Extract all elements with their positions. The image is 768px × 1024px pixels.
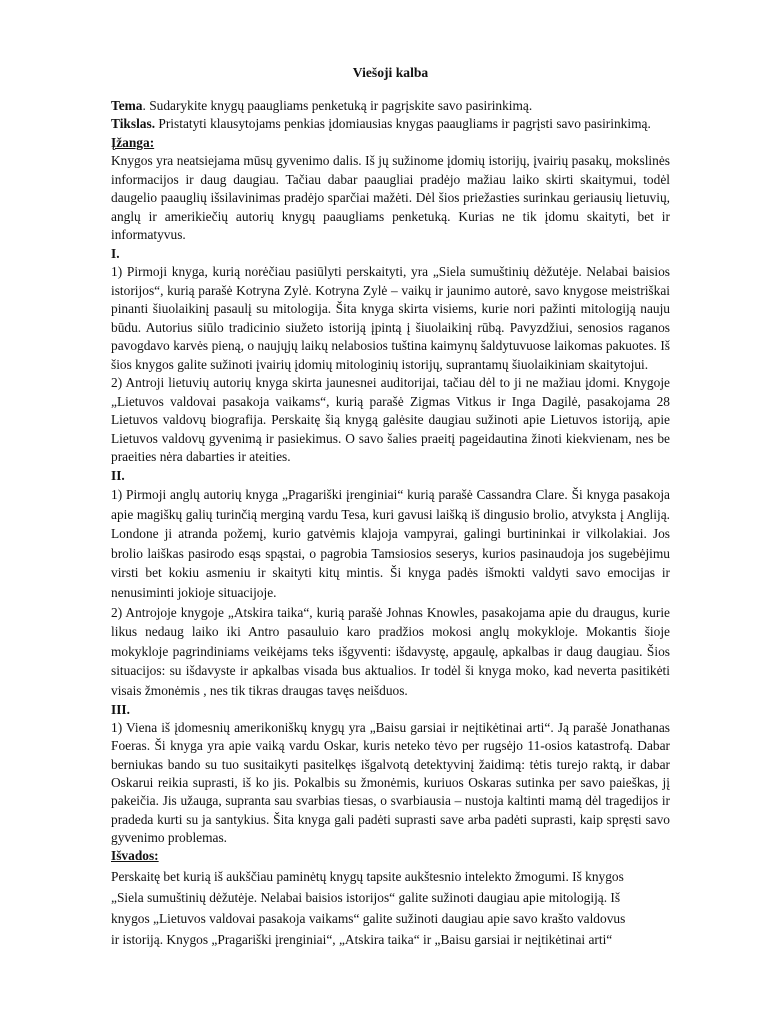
section-1-paragraph-1: 1) Pirmoji knyga, kurią norėčiau pasiūlyti perskaityti, yra „Siela sumuštinių dėžutėje. Nelabai baisios istorijos“, kurią parašė Kotryna Zylė. Kotryna Zylė – vaikų ir jaunimo autorė, savo knygose meistriškai pinanti šiuolaikinį pasaulį su mitologija. Šita knyga skirta visiems, kurie nori pažinti mitologiją nauju būdu. Autorius siūlo tradicinio siužeto istoriją įpintą į šiuolaikinį rūbą. Pavyzdžiui, senosios raganos pavogdavo karvės pieną, o naujųjų laikų nelabosios tuština kaimynų šaldytuvuose laikomas pakuotes. Iš šios knygos galite sužinoti įvairių įdomių mitologinių istorijų, suprantamų šiuolaikiniam skaitytojui. bbox=[111, 264, 670, 372]
section-3-heading: III. bbox=[111, 701, 130, 717]
tikslas-paragraph bbox=[111, 115, 670, 134]
tema-paragraph bbox=[111, 97, 670, 116]
section-3-paragraph-1: 1) Viena iš įdomesnių amerikoniškų knygų yra „Baisu garsiai ir neįtikėtinai arti“. Ją parašė Jonathanas Foeras. Ši knyga yra apie vaiką vardu Oskar, kuris neteko tėvo per rugsėjo 11-osios katastrofą. Dabar berniukas bando su tuo susitaikyti pasitelkęs išgalvotą detektyvinį žaidimą: tėtis turejo raktą, ir dabar Oskarui reikia suprasti, iš ko jis. Pokalbis su žmonėmis, kuriuos Oskaras sutinka per savo paieškas, jį pakeičia. Jis užauga, supranta sau svarbias tiesas, o svarbiausia – nustoja kaltinti mamą dėl tragedijos ir pradeda kurti su ja santykius. Šita knyga gali padėti suprasti save arba padėti suprasti, kaip spręsti savo gyvenimo problemas. bbox=[111, 720, 670, 845]
isvados-line-3: knygos „Lietuvos valdovai pasakoja vaikams“ galite sužinoti daugiau apie savo krašto valdovus bbox=[111, 910, 626, 926]
document-page bbox=[111, 64, 670, 950]
tikslas-text: Pristatyti klausytojams penkias įdomiausias knygas paaugliams ir pagrįsti savo pasirinkimą. bbox=[155, 116, 651, 131]
section-1-paragraph-2: 2) Antroji lietuvių autorių knyga skirta jaunesnei auditorijai, tačiau dėl to ji ne mažiau įdomi. Knygoje „Lietuvos valdovai pasakoja vaikams“, kurią parašė Zigmas Vitkus ir Inga Dagilė, pasakojama 28 Lietuvos valdovų biografija. Perskaitę šią knygą galėsite daugiau sužinoti apie Lietuvos istoriją, apie Lietuvos valdovų gyvenimą ir pasiekimus. O savo šalies praeitį pageidautina žinoti kiekvienam, nes be praeities nėra dabarties ir ateities. bbox=[111, 375, 670, 464]
section-2-paragraph-1: 1) Pirmoji anglų autorių knyga „Pragariški įrenginiai“ kurią parašė Cassandra Clare. Ši knyga pasakoja apie magiškų galių turinčią merginą vardu Tesa, kuri gavusi laišką iš dingusio brolio, atvyksta į Angliją. Londone ji atranda požemį, kurio gatvėmis klajoja vampyrai, galingi burtininkai ir vilkolakiai. Jos brolio laiškas pasirodo esąs spąstai, o pagrobia Tamsiosios seserys, kurios pasinaudoja jos sugebėjimu virsti bet kokiu asmeniu ir skaityti kitų mintis. Ši knyga padės išmokti valdyti savo emocijas ir nenusiminti jokioje situacijoje. bbox=[111, 487, 670, 600]
section-2-paragraph-2: 2) Antrojoje knygoje „Atskira taika“, kurią parašė Johnas Knowles, pasakojama apie du draugus, kurie likus nedaug laiko iki Antro pasauluio karo pradžios mokosi anglų mokykloje. Mokantis šioje mokykloje pagrindiniams veikėjams teks išgyventi: išdavystę, apgaulę, apkalbas ir daug daugiau. Šios situacijos: su išdavyste ir apkalbas visada bus aktualios. Ir todėl ši knyga moko, kad neverta pasitikėti visais žmonėmis , nes tik tikras draugas tavęs neišduos. bbox=[111, 604, 670, 698]
section-1-heading: I. bbox=[111, 245, 120, 261]
isvados-line-4: ir istoriją. Knygos „Pragariški įrenginiai“, „Atskira taika“ ir „Baisu garsiai ir neįtikėtinai arti“ bbox=[111, 931, 613, 947]
tikslas-label: Tikslas. bbox=[111, 116, 156, 131]
izanga-heading: Įžanga: bbox=[111, 134, 155, 150]
tema-text: . Sudarykite knygų paaugliams penketuką ir pagrįskite savo pasirinkimą. bbox=[142, 97, 533, 113]
document-title: Viešoji kalba bbox=[352, 65, 429, 80]
isvados-heading: Išvados: bbox=[111, 848, 159, 864]
section-2-heading: II. bbox=[111, 467, 125, 483]
tema-label: Tema bbox=[111, 97, 143, 113]
isvados-line-2: „Siela sumuštinių dėžutėje. Nelabai baisios istorijos“ galite sužinoti daugiau apie mitologiją. Iš bbox=[111, 889, 621, 905]
izanga-paragraph: Knygos yra neatsiejama mūsų gyvenimo dalis. Iš jų sužinome įdomių istorijų, įvairių pasakų, mokslinės informacijos ir daug daugiau. Tačiau dabar paaugliai pradėjo mažiau laiko skirti skaitymui, todėl daugelio paauglių išsilavinimas pradėjo sparčiai mažėti. Dėl šios priežasties surinkau geriausių lietuvių, anglų ir amerikiečių autorių knygų paaugliams penketuką. Kurias ne tik įdomu skaityti, bet ir informatyvus. bbox=[111, 153, 670, 242]
isvados-line-1: Perskaitę bet kurią iš aukščiau paminėtų knygų tapsite aukštesnio intelekto žmogumi. Iš knygos bbox=[111, 868, 624, 884]
